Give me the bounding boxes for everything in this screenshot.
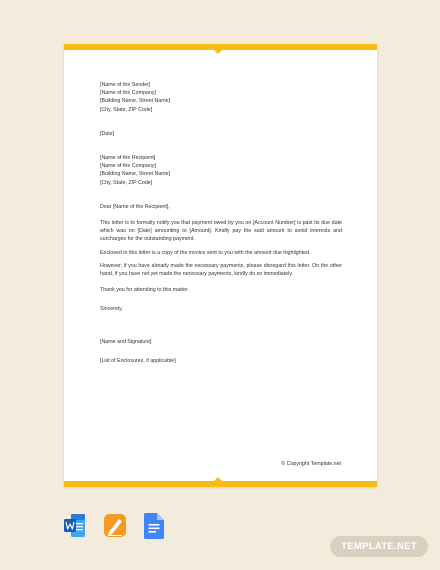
letter-body bbox=[100, 81, 342, 365]
sender-line: [Name of the Sender] bbox=[100, 82, 151, 88]
sender-line: [City, State, ZIP Code] bbox=[100, 106, 153, 113]
sender-line: [Name of the Company] bbox=[100, 90, 156, 97]
signature-line: [Name and Signature] bbox=[100, 338, 152, 345]
bottom-accent-bar bbox=[64, 481, 377, 487]
copyright-text: © Copyright Template.net bbox=[281, 461, 341, 467]
recipient-line: [Building Name, Street Name] bbox=[100, 171, 171, 178]
recipient-line: [Name of the Recipient] bbox=[100, 155, 156, 162]
paragraph-disregard: However, if you have already made the necessary payments, please disregard this letter. On the other hand, if you have not yet made the necessary payments, kindly do so immediately. bbox=[100, 262, 342, 278]
paragraph-enclosure: Enclosed in this letter is a copy of the invoice sent to you with the amount due highlighted. bbox=[100, 249, 311, 256]
pages-icon[interactable] bbox=[104, 513, 126, 538]
top-accent-notch bbox=[214, 50, 222, 54]
sender-line: [Building Name, Street Name] bbox=[100, 98, 171, 105]
recipient-block bbox=[100, 154, 342, 187]
enclosures-line: [List of Enclosures, if applicable] bbox=[100, 357, 176, 364]
salutation: Dear [Name of the Recipient], bbox=[100, 203, 170, 210]
recipient-line: [Name of the Company] bbox=[100, 163, 156, 170]
word-icon[interactable] bbox=[64, 513, 86, 538]
letter-preview bbox=[64, 44, 377, 487]
recipient-line: [City, State, ZIP Code] bbox=[100, 179, 153, 186]
paragraph-notice: This letter is to formally notify you that payment owed by you on [Account Number] is past its due date which was on [Date] amounting to [Amount]. Kindly pay the said amount to avoid interests and surcharges for the outstanding payment. bbox=[100, 220, 342, 243]
template-net-badge[interactable]: TEMPLATE.NET bbox=[330, 536, 428, 557]
sender-block bbox=[100, 81, 342, 114]
google-docs-icon[interactable] bbox=[144, 513, 164, 539]
paragraph-thanks: Thank you for attending to this matter. bbox=[100, 287, 189, 294]
closing: Sincerely, bbox=[100, 306, 123, 313]
date-line: [Date] bbox=[100, 130, 115, 137]
